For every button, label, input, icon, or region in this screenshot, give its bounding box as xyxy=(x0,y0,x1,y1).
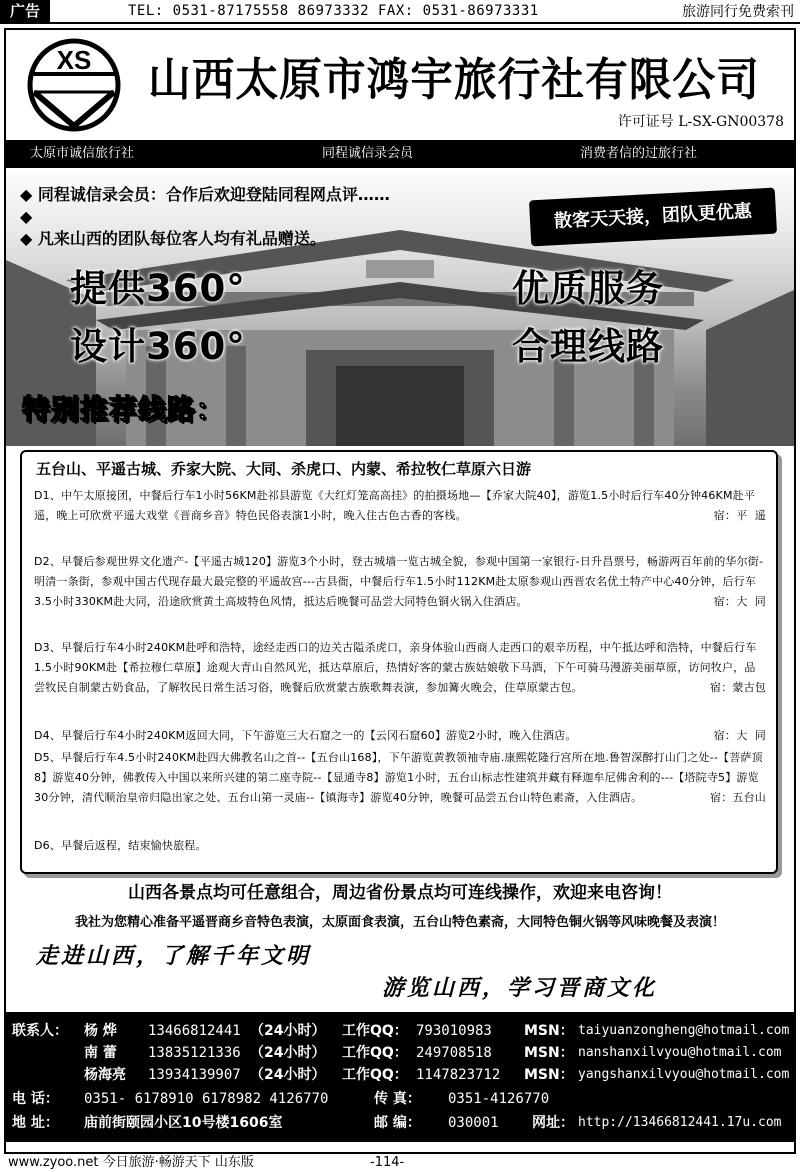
top-bar xyxy=(0,0,800,24)
headline-design: 设计360° xyxy=(70,325,246,368)
ad-tag: 广告 xyxy=(0,0,50,22)
promo-bullets xyxy=(20,184,390,250)
contact-panel xyxy=(6,1012,794,1142)
slogan-2: 游览山西，学习晋商文化 xyxy=(382,975,658,1001)
headline-route: 合理线路 xyxy=(512,325,664,368)
bullet-3: ◆ 凡来山西的团队每位客人均有礼品赠送。 xyxy=(20,229,326,248)
company-header xyxy=(6,30,794,138)
contact-label: 联系人： xyxy=(12,1023,68,1039)
contact-qq-label: 工作QQ： xyxy=(342,1045,408,1061)
special-route-heading: 特别推荐线路： xyxy=(22,393,226,426)
contact-hours: （24小时） xyxy=(250,1045,326,1061)
page-number: -114- xyxy=(370,1155,405,1170)
day-text: D1、中午太原接团，中餐后行车1小时56KM赴祁县游览《大红灯笼高高挂》的拍摄场地—【乔家大院40】，游览1.5小时后行车40分钟46KM赴平遥，晚上可欣赏平遥大戏堂《晋商乡音》特色民俗表演1小时，晚入住古色古香的客栈。 xyxy=(34,489,756,522)
page-footer xyxy=(0,1154,800,1172)
day-stay: 宿：大 同 xyxy=(713,729,766,742)
day-stay: 宿：蒙古包 xyxy=(710,681,766,694)
day-text: D3、早餐后行车4小时240KM赴呼和浩特，途经走西口的边关古隘杀虎口，亲身体验山西商人走西口的艰辛历程，中午抵达呼和浩特，中餐后行车1.5小时90KM赴【希拉穆仁草原】途观大青山自然风光，抵达草原后，热情好客的蒙古族姑娘敬下马酒，下午可骑马漫游美丽草原，访问牧户，品尝牧民自制蒙古奶食品，了解牧民日常生活习俗，晚餐后欣赏蒙古族歌舞表演，参加篝火晚会，住草原蒙古包。 xyxy=(34,641,757,694)
contact-row xyxy=(12,1112,788,1134)
promo-badge: 散客天天接，团队更优惠 xyxy=(529,188,777,247)
contact-qq: 793010983 xyxy=(416,1023,492,1039)
contact-row xyxy=(12,1088,788,1110)
contact-hours: （24小时） xyxy=(250,1067,326,1083)
contact-name: 杨 烨 xyxy=(84,1023,117,1039)
day-text: D4、早餐后行车4小时240KM返回大同，下午游览三大石窟之一的【云冈石窟60】游览2小时，晚入住酒店。 xyxy=(34,729,577,742)
contact-name: 杨海亮 xyxy=(84,1067,126,1083)
day-stay: 宿：大 同 xyxy=(713,595,766,608)
bullet-2: ◆ xyxy=(20,207,33,226)
contact-hours: （24小时） xyxy=(250,1023,326,1039)
address-value: 庙前街颐园小区10号楼1606室 xyxy=(84,1115,283,1131)
zip-label: 邮 编： xyxy=(374,1115,421,1131)
day-text: D6、早餐后返程，结束愉快旅程。 xyxy=(34,839,207,852)
contact-qq: 249708518 xyxy=(416,1045,492,1061)
contact-qq-label: 工作QQ： xyxy=(342,1023,408,1039)
day-item xyxy=(34,836,766,856)
day-item xyxy=(34,486,766,526)
day-stay: 宿：五台山 xyxy=(710,791,766,804)
license-number: 许可证号 L-SX-GN00378 xyxy=(617,114,784,130)
bullet-1: ◆ 同程诚信录会员：合作后欢迎登陆同程网点评…… xyxy=(20,185,390,204)
tel-value: 0351- 6178910 6178982 4126770 xyxy=(84,1091,329,1107)
top-slogan: 旅游同行免费索刊 xyxy=(682,4,794,20)
contact-row xyxy=(12,1064,788,1086)
company-name: 山西太原市鸿宇旅行社有限公司 xyxy=(148,53,760,106)
contact-msn-label: MSN： xyxy=(524,1023,574,1039)
website-link[interactable]: http://13466812441.17u.com xyxy=(578,1115,782,1130)
fax-label: 传 真： xyxy=(374,1091,421,1107)
headline-provide: 提供360° xyxy=(70,267,246,310)
contact-phone: 13934139907 xyxy=(148,1067,241,1083)
contact-msn: yangshanxilvyou@hotmail.com xyxy=(578,1067,790,1082)
footer-site: www.zyoo.net 今日旅游·畅游天下 山东版 xyxy=(8,1155,254,1170)
contact-row xyxy=(12,1020,788,1042)
address-label: 地 址： xyxy=(12,1115,59,1131)
day-item xyxy=(34,638,766,698)
combination-note: 山西各景点均可任意组合，周边省份景点均可连线操作，欢迎来电咨询！ xyxy=(128,883,672,903)
headline-service: 优质服务 xyxy=(512,267,664,310)
fax-value: 0351-4126770 xyxy=(448,1091,550,1107)
tel-label: 电 话： xyxy=(12,1091,59,1107)
day-item xyxy=(34,552,766,612)
contact-msn-label: MSN： xyxy=(524,1067,574,1083)
contact-phone: 13466812441 xyxy=(148,1023,241,1039)
contact-msn-label: MSN： xyxy=(524,1045,574,1061)
contact-msn: taiyuanzongheng@hotmail.com xyxy=(578,1023,790,1038)
performance-note: 我社为您精心准备平遥晋商乡音特色表演，太原面食表演，五台山特色素斋，大同特色铜火锅等风味晚餐及表演！ xyxy=(74,915,725,930)
route-title: 五台山、平遥古城、乔家大院、大同、杀虎口、内蒙、希拉牧仁草原六日游 xyxy=(36,460,532,478)
website-label: 网址： xyxy=(532,1115,574,1131)
credential-3: 消费者信的过旅行社 xyxy=(580,146,698,161)
contact-row xyxy=(12,1042,788,1064)
contact-qq: 1147823712 xyxy=(416,1067,501,1083)
company-logo xyxy=(20,36,128,134)
day-item xyxy=(34,748,766,808)
day-item xyxy=(34,726,766,746)
top-contact: TEL: 0531-87175558 86973332 FAX: 0531-86973331 xyxy=(128,3,539,19)
zip-value: 030001 xyxy=(448,1115,499,1131)
day-text: D5、早餐后行车4.5小时240KM赴四大佛教名山之首--【五台山168】，下午游览黄教领袖寺庙.康熙乾隆行宫所在地.鲁智深醉打山门之处--【菩萨顶8】游览40分钟，佛教传入中国以来所兴建的第二座寺院--【显通寺8】游览1小时，五台山标志性建筑并藏有释迦牟尼佛舍利的---【塔院寺5】游览30分钟，清代顺治皇帝归隐出家之处、五台山第一灵庙--【镇海寺】游览40分钟，晚餐可品尝五台山特色素斋，入住酒店。 xyxy=(34,751,763,804)
logo-text: XS xyxy=(56,45,92,75)
credential-bar xyxy=(6,140,794,168)
promo-banner xyxy=(6,170,794,446)
credential-2: 同程诚信录会员 xyxy=(322,146,414,161)
contact-phone: 13835121336 xyxy=(148,1045,241,1061)
contact-qq-label: 工作QQ： xyxy=(342,1067,408,1083)
slogan-1: 走进山西，了解千年文明 xyxy=(36,943,312,969)
contact-msn: nanshanxilvyou@hotmail.com xyxy=(578,1045,782,1060)
day-text: D2、早餐后参观世界文化遗产-【平遥古城120】游览3个小时，登古城墙一览古城全貌，参观中国第一家银行-日升昌票号，畅游两百年前的华尔街-明清一条街，参观中国古代现存最大最完整的平遥故宫---古县衙，中餐后行车1.5小时112KM赴太原参观山西晋农名优土特产中心40分钟，后行车3.5小时330KM赴大同，沿途欣赏黄土高坡特色风情，抵达后晚餐可品尝大同特色铜火锅入住酒店。 xyxy=(34,555,764,608)
route-itinerary xyxy=(20,450,778,874)
contact-name: 南 蕾 xyxy=(84,1045,117,1061)
credential-1: 太原市诚信旅行社 xyxy=(30,146,135,161)
day-stay: 宿：平 遥 xyxy=(713,509,766,522)
